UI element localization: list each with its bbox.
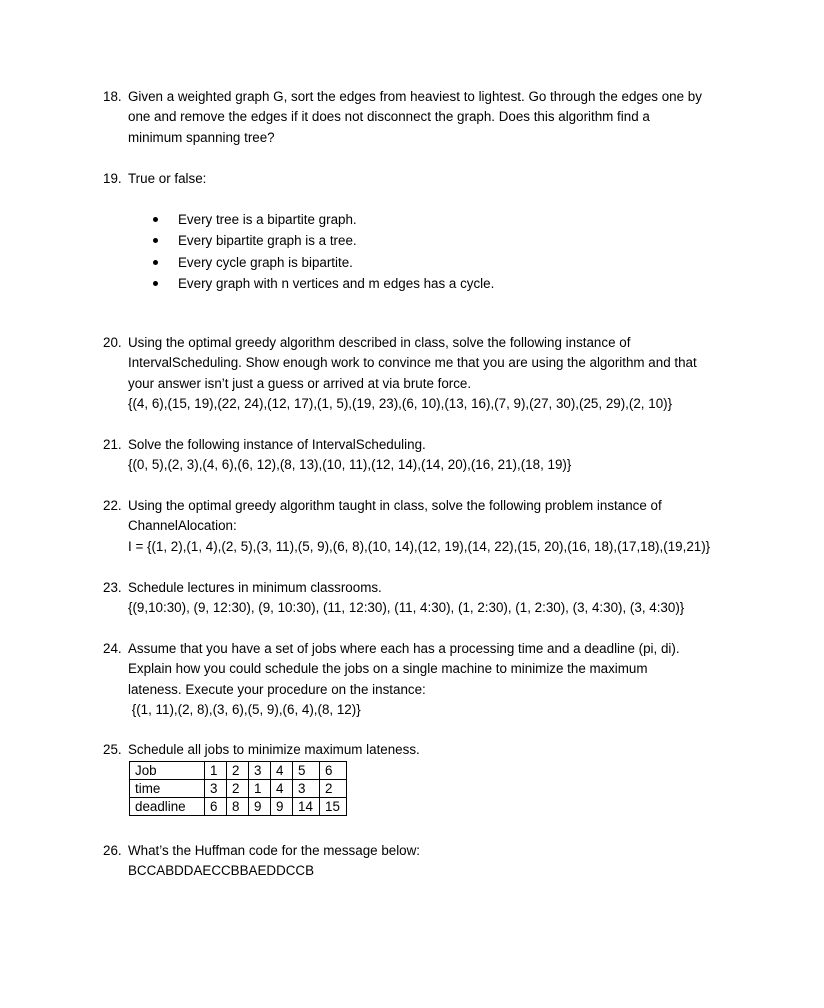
table-cell: 4 — [271, 762, 293, 780]
question-text — [128, 435, 753, 476]
list-item-text: Every graph with n vertices and m edges has a cycle. — [178, 276, 495, 292]
bullet-icon — [153, 281, 158, 286]
jobs-table — [129, 761, 347, 816]
list-item — [150, 230, 494, 251]
text-line: {(0, 5),(2, 3),(4, 6),(6, 12),(8, 13),(10, 11),(12, 14),(14, 20),(16, 21),(18, 19)} — [128, 457, 572, 473]
question-25 — [103, 740, 753, 816]
table-cell: 8 — [227, 798, 249, 816]
question-number: 18. — [103, 89, 122, 104]
text-line: Explain how you could schedule the jobs on a single machine to minimize the maximum — [128, 661, 648, 677]
text-line: IntervalScheduling. Show enough work to convince me that you are using the algorithm and that — [128, 355, 697, 371]
question-26 — [103, 841, 753, 882]
table-cell: 4 — [271, 780, 293, 798]
table-cell: 3 — [293, 780, 320, 798]
text-line: What’s the Huffman code for the message below: — [128, 843, 421, 858]
text-line: Schedule lectures in minimum classrooms. — [128, 580, 382, 595]
question-text — [128, 87, 753, 148]
question-text — [128, 639, 753, 721]
text-line: {(1, 11),(2, 8),(3, 6),(5, 9),(6, 4),(8, 12)} — [128, 702, 361, 718]
text-line: ChannelAlocation: — [128, 518, 237, 534]
table-cell: 15 — [320, 798, 347, 816]
table-row — [130, 798, 347, 816]
text-line: one and remove the edges if it does not disconnect the graph. Does this algorithm find a — [128, 109, 650, 125]
table-cell: 3 — [205, 780, 227, 798]
list-item — [150, 252, 494, 273]
question-text — [128, 496, 753, 557]
table-cell: 14 — [293, 798, 320, 816]
table-cell: 5 — [293, 762, 320, 780]
question-23 — [103, 578, 753, 619]
table-row — [130, 762, 347, 780]
table-cell: 1 — [205, 762, 227, 780]
list-item-text: Every tree is a bipartite graph. — [178, 212, 357, 227]
text-line: your answer isn’t just a guess or arrived at via brute force. — [128, 375, 472, 391]
table-cell: 6 — [205, 798, 227, 816]
question-22 — [103, 496, 753, 557]
table-cell: 2 — [227, 762, 249, 780]
question-19 — [103, 169, 753, 189]
question-number: 26. — [103, 843, 122, 858]
table-cell: 9 — [271, 798, 293, 816]
row-label: Job — [130, 762, 205, 780]
table-cell: 1 — [249, 780, 271, 798]
text-line: {(4, 6),(15, 19),(22, 24),(12, 17),(1, 5),(19, 23),(6, 10),(13, 16),(7, 9),(27, 30),(25, 29),(2, 10)} — [128, 396, 673, 412]
question-number: 19. — [103, 171, 122, 186]
table-cell: 2 — [227, 780, 249, 798]
question-text — [128, 169, 753, 189]
table-row — [130, 780, 347, 798]
question-text — [128, 333, 753, 415]
bullet-icon — [153, 260, 158, 265]
text-line: Using the optimal greedy algorithm described in class, solve the following instance of — [128, 335, 631, 350]
question-text — [128, 740, 753, 816]
text-line: Given a weighted graph G, sort the edges from heaviest to lightest. Go through the edges one by — [128, 89, 702, 104]
question-21 — [103, 435, 753, 476]
text-line: Using the optimal greedy algorithm taught in class, solve the following problem instance of — [128, 498, 662, 513]
question-number: 23. — [103, 580, 122, 595]
question-number: 21. — [103, 437, 122, 452]
list-item — [150, 273, 494, 294]
text-line: lateness. Execute your procedure on the instance: — [128, 681, 426, 697]
table-cell: 3 — [249, 762, 271, 780]
question-number: 24. — [103, 641, 122, 656]
question-number: 22. — [103, 498, 122, 513]
bullet-icon — [153, 217, 158, 222]
list-item-text: Every cycle graph is bipartite. — [178, 254, 353, 270]
table-cell: 9 — [249, 798, 271, 816]
list-item-text: Every bipartite graph is a tree. — [178, 233, 357, 249]
text-line: Schedule all jobs to minimize maximum lateness. — [128, 742, 420, 757]
text-line: Assume that you have a set of jobs where each has a processing time and a deadline (pi, di). — [128, 641, 680, 656]
text-line: I = {(1, 2),(1, 4),(2, 5),(3, 11),(5, 9),(6, 8),(10, 14),(12, 19),(14, 22),(15, 20),(16, 18),(17,18),(19,21)} — [128, 538, 711, 554]
bullet-icon — [153, 238, 158, 243]
question-number: 25. — [103, 742, 122, 757]
question-20 — [103, 333, 753, 415]
text-line: {(9,10:30), (9, 12:30), (9, 10:30), (11, 12:30), (11, 4:30), (1, 2:30), (1, 2:30), (3, 4:30), (3, 4:30)} — [128, 600, 685, 616]
row-label: deadline — [130, 798, 205, 816]
question-text — [128, 841, 753, 882]
text-line: Solve the following instance of IntervalScheduling. — [128, 437, 426, 452]
row-label: time — [130, 780, 205, 798]
true-false-list — [150, 209, 494, 295]
table-cell: 2 — [320, 780, 347, 798]
question-18 — [103, 87, 753, 148]
question-text — [128, 578, 753, 619]
text-line: True or false: — [128, 171, 207, 186]
text-line: BCCABDDAECCBBAEDDCCB — [128, 863, 315, 879]
text-line: minimum spanning tree? — [128, 129, 275, 145]
table-cell: 6 — [320, 762, 347, 780]
list-item — [150, 209, 494, 230]
question-24 — [103, 639, 753, 721]
question-number: 20. — [103, 335, 122, 350]
